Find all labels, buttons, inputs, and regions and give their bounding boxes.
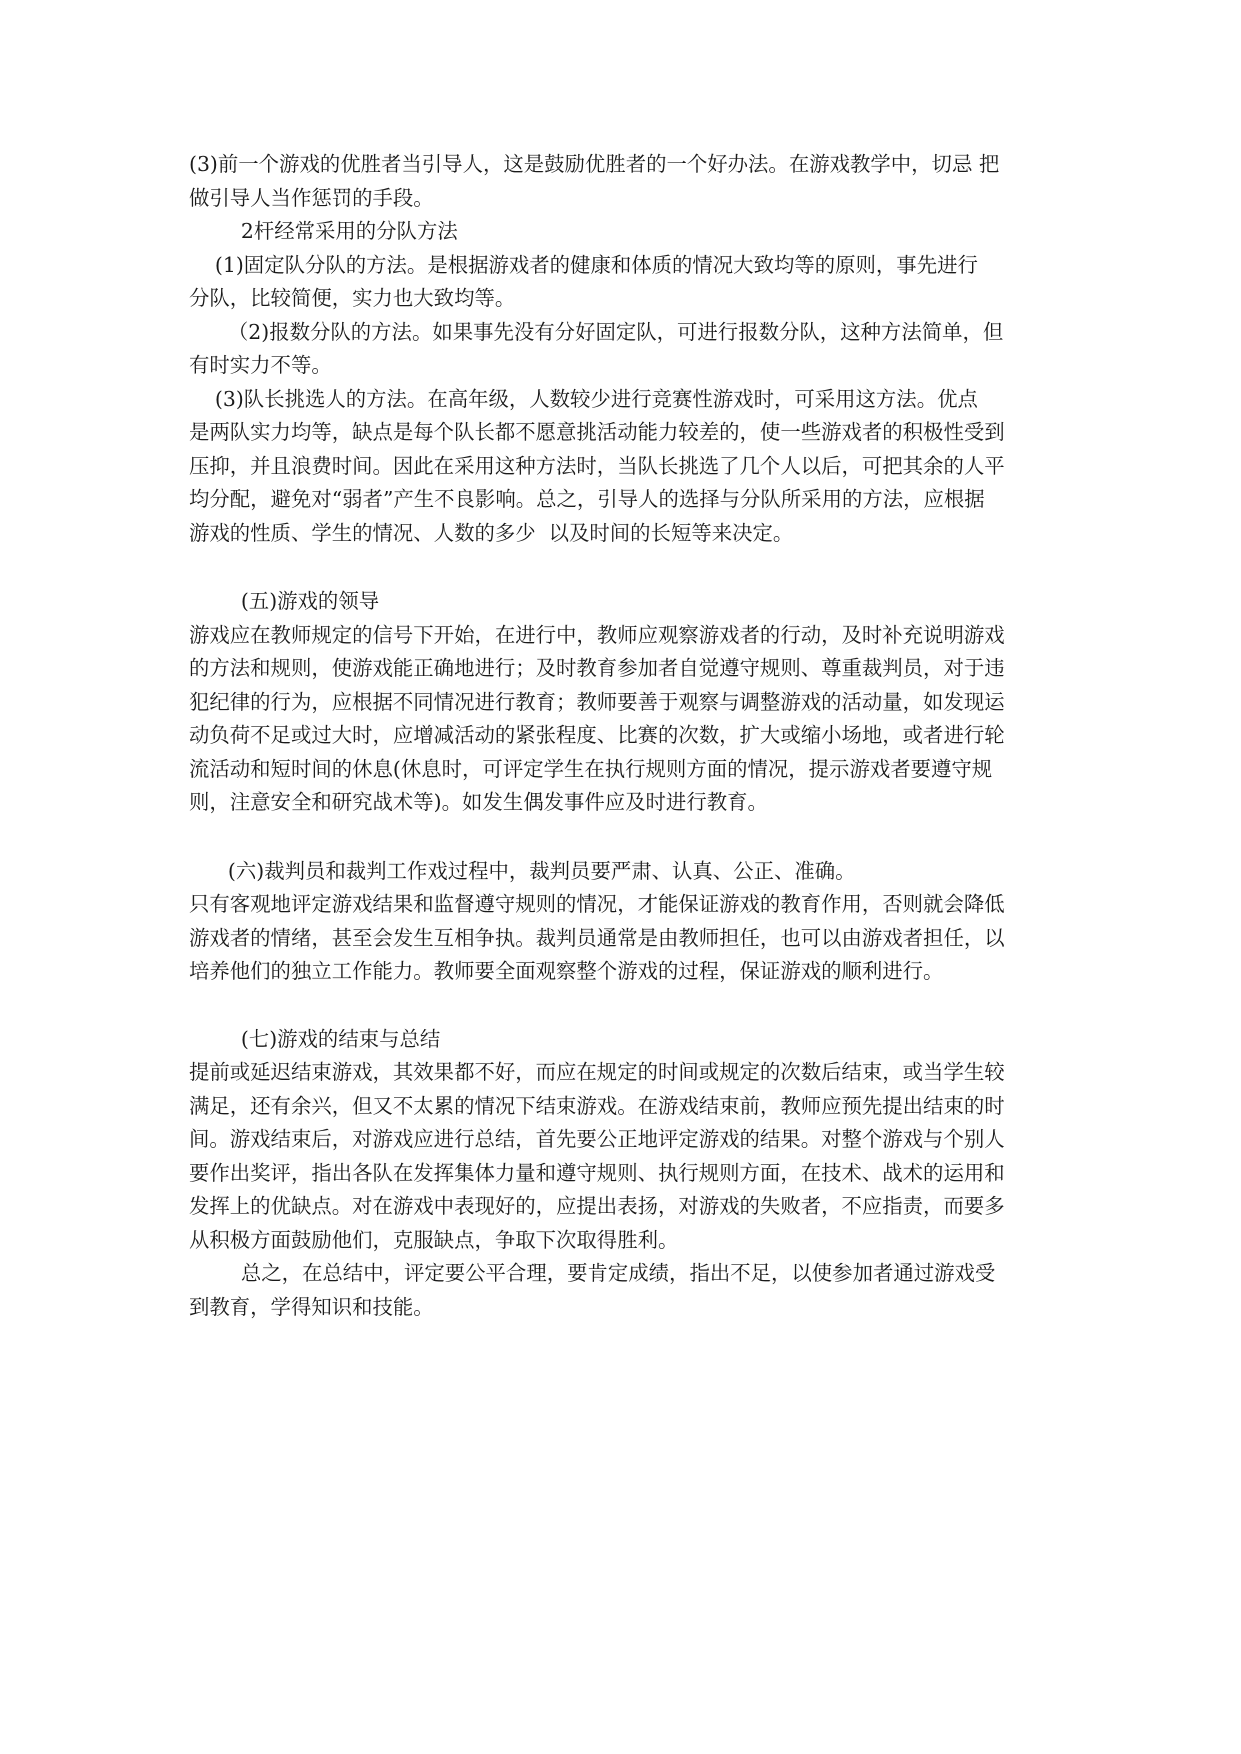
text-line: 有时实力不等。 [189,353,332,377]
text-line: 做引导人当作惩罚的手段。 [189,185,434,210]
text-line: 满足，还有余兴，但又不太累的情况下结束游戏。在游戏结束前，教师应预先提出结束的时 [189,1093,1005,1118]
paragraph-ending [189,1056,1057,1257]
text-line: 提前或延迟结束游戏，其效果都不好，而应在规定的时间或规定的次数后结束，或当学生较 [189,1060,1005,1084]
text-line: 发挥上的优缺点。对在游戏中表现好的，应提出表扬，对游戏的失败者，不应指责，而要多 [189,1194,1005,1218]
paragraph-summary [189,1257,1057,1324]
text-line: 分队，比较简便，实力也大致均等。 [189,286,516,310]
text-line: 流活动和短时间的休息(休息时，可评定学生在执行规则方面的情况，提示游戏者要遵守规 [189,756,993,781]
text-line: (3)前一个游戏的优胜者当引导人，这是鼓励优胜者的一个好办法。在游戏教学中，切忌 把 [189,152,1000,176]
text-line: 间。游戏结束后，对游戏应进行总结，首先要公正地评定游戏的结果。对整个游戏与个别人 [189,1127,1005,1151]
text-line: 总之，在总结中，评定要公平合理，要肯定成绩，指出不足，以使参加者通过游戏受 [189,1261,996,1285]
section-heading-leadership [189,585,1057,619]
text-line: 的方法和规则，使游戏能正确地进行；及时教育参加者自觉遵守规则、尊重裁判员，对于违 [189,656,1005,680]
text-line: 压抑，并且浪费时间。因此在采用这种方法时，当队长挑选了几个人以后，可把其余的人平 [189,453,1005,478]
text-line: 则，注意安全和研究战术等)。如发生偶发事件应及时进行教育。 [189,790,768,814]
paragraph-leader-winner [189,148,1057,215]
paragraph-fixed-team [189,249,1057,316]
text-line: 均分配，避免对“弱者”产生不良影响。总之，引导人的选择与分队所采用的方法，应根据 [189,487,985,511]
text-line: 只有客观地评定游戏结果和监督遵守规则的情况，才能保证游戏的教育作用，否则就会降低 [189,892,1005,916]
document-body [189,148,1057,1324]
section-heading-ending-summary [189,1023,1057,1057]
text-line: (3)队长挑选人的方法。在高年级，人数较少进行竞赛性游戏时，可采用这方法。优点 [189,386,978,411]
text-line: (1)固定队分队的方法。是根据游戏者的健康和体质的情况大致均等的原则，事先进行 [189,252,978,277]
paragraph-gap [189,989,1057,1023]
paragraph-count-off [189,316,1057,383]
section-heading-referee [189,855,1057,889]
text-line: 犯纪律的行为，应根据不同情况进行教育；教师要善于观察与调整游戏的活动量，如发现运 [189,689,1005,714]
text-line: 要作出奖评，指出各队在发挥集体力量和遵守规则、执行规则方面，在技术、战术的运用和 [189,1160,1005,1185]
paragraph-leadership [189,619,1057,820]
text-line: 培养他们的独立工作能力。教师要全面观察整个游戏的过程，保证游戏的顺利进行。 [189,959,944,983]
text-line: 是两队实力均等，缺点是每个队长都不愿意挑活动能力较差的，使一些游戏者的积极性受到 [189,420,1005,444]
paragraph-captain-picks [189,383,1057,551]
paragraph-referee [189,888,1057,989]
heading-text: (五)游戏的领导 [189,589,380,613]
text-line: 动负荷不足或过大时，应增减活动的紧张程度、比赛的次数，扩大或缩小场地，或者进行轮 [189,723,1005,747]
section-heading-grouping-methods [189,215,1057,249]
text-line: 游戏的性质、学生的情况、人数的多少 以及时间的长短等来决定。 [189,520,794,545]
heading-text: (七)游戏的结束与总结 [189,1026,441,1051]
text-line: 从积极方面鼓励他们，克服缺点，争取下次取得胜利。 [189,1227,679,1252]
heading-text: (六)裁判员和裁判工作戏过程中，裁判员要严肃、认真、公正、准确。 [189,858,856,883]
text-line: 游戏者的情绪，甚至会发生互相争执。裁判员通常是由教师担任，也可以由游戏者担任，以 [189,925,1005,950]
text-line: （2)报数分队的方法。如果事先没有分好固定队，可进行报数分队，这种方法简单，但 [189,319,1004,344]
text-line: 到教育，学得知识和技能。 [189,1294,434,1319]
paragraph-gap [189,550,1057,585]
paragraph-gap [189,820,1057,855]
heading-text: 2杆经常采用的分队方法 [189,219,458,243]
text-line: 游戏应在教师规定的信号下开始，在进行中，教师应观察游戏者的行动，及时补充说明游戏 [189,622,1005,647]
